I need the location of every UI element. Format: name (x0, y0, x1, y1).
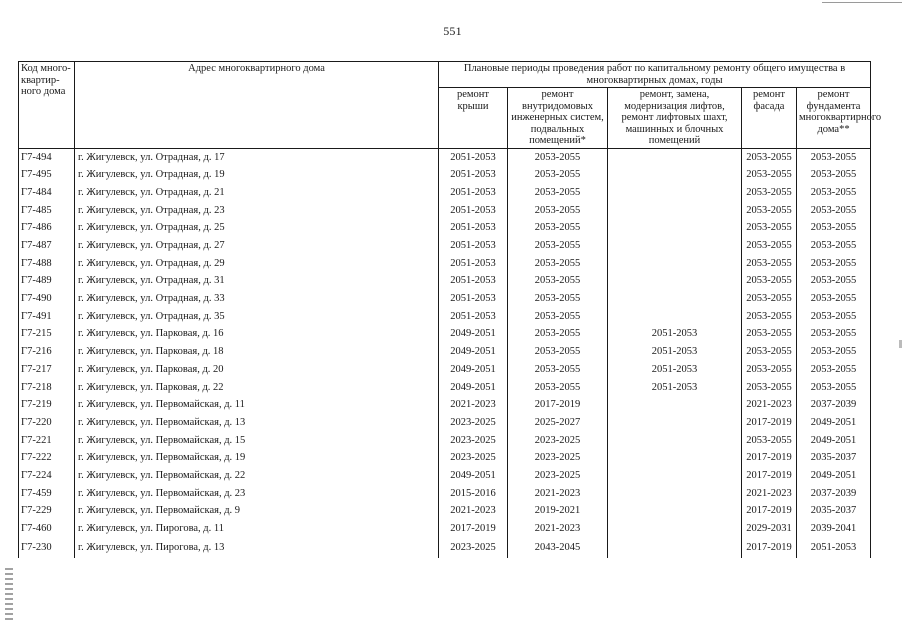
foundation-period-cell: 2053-2055 (797, 166, 871, 184)
foundation-period-cell: 2053-2055 (797, 325, 871, 343)
systems-period-cell: 2053-2055 (508, 148, 608, 166)
header-roof-repair: ремонт крыши (439, 88, 508, 149)
margin-dot-mark (899, 340, 902, 348)
table-row (19, 272, 871, 290)
table-row (19, 325, 871, 343)
foundation-period-cell: 2053-2055 (797, 237, 871, 255)
systems-period-cell: 2019-2021 (508, 502, 608, 520)
systems-period-cell: 2053-2055 (508, 272, 608, 290)
table-row (19, 449, 871, 467)
elevators-period-cell: 2051-2053 (608, 378, 742, 396)
foundation-period-cell: 2053-2055 (797, 255, 871, 273)
elevators-period-cell (608, 255, 742, 273)
systems-period-cell: 2017-2019 (508, 396, 608, 414)
roof-period-cell: 2049-2051 (439, 361, 508, 379)
table-row (19, 414, 871, 432)
header-planned-periods: Плановые периоды проведения работ по капитальному ремонту общего имущества в многоквартирных домах, годы (439, 62, 871, 88)
systems-period-cell: 2053-2055 (508, 343, 608, 361)
house-code-cell: Г7-215 (19, 325, 75, 343)
elevators-period-cell (608, 449, 742, 467)
roof-period-cell: 2051-2053 (439, 219, 508, 237)
systems-period-cell: 2053-2055 (508, 184, 608, 202)
roof-period-cell: 2051-2053 (439, 202, 508, 220)
address-cell: г. Жигулевск, ул. Отрадная, д. 33 (75, 290, 439, 308)
facade-period-cell: 2053-2055 (742, 255, 797, 273)
roof-period-cell: 2049-2051 (439, 467, 508, 485)
elevators-period-cell (608, 148, 742, 166)
facade-period-cell: 2053-2055 (742, 184, 797, 202)
foundation-period-cell: 2035-2037 (797, 449, 871, 467)
facade-period-cell: 2053-2055 (742, 325, 797, 343)
house-code-cell: Г7-218 (19, 378, 75, 396)
systems-period-cell: 2053-2055 (508, 202, 608, 220)
roof-period-cell: 2023-2025 (439, 449, 508, 467)
table-row (19, 361, 871, 379)
facade-period-cell: 2017-2019 (742, 414, 797, 432)
elevators-period-cell (608, 184, 742, 202)
house-code-cell: Г7-489 (19, 272, 75, 290)
roof-period-cell: 2023-2025 (439, 538, 508, 558)
systems-period-cell: 2023-2025 (508, 449, 608, 467)
house-code-cell: Г7-460 (19, 520, 75, 538)
elevators-period-cell (608, 520, 742, 538)
facade-period-cell: 2053-2055 (742, 148, 797, 166)
table-row (19, 166, 871, 184)
foundation-period-cell: 2039-2041 (797, 520, 871, 538)
facade-period-cell: 2021-2023 (742, 485, 797, 503)
address-cell: г. Жигулевск, ул. Отрадная, д. 21 (75, 184, 439, 202)
elevators-period-cell: 2051-2053 (608, 361, 742, 379)
elevators-period-cell (608, 290, 742, 308)
address-cell: г. Жигулевск, ул. Парковая, д. 16 (75, 325, 439, 343)
facade-period-cell: 2053-2055 (742, 202, 797, 220)
elevators-period-cell (608, 396, 742, 414)
foundation-period-cell: 2049-2051 (797, 467, 871, 485)
foundation-period-cell: 2053-2055 (797, 219, 871, 237)
house-code-cell: Г7-490 (19, 290, 75, 308)
address-cell: г. Жигулевск, ул. Отрадная, д. 23 (75, 202, 439, 220)
elevators-period-cell (608, 237, 742, 255)
foundation-period-cell: 2053-2055 (797, 361, 871, 379)
table-row (19, 502, 871, 520)
roof-period-cell: 2017-2019 (439, 520, 508, 538)
systems-period-cell: 2053-2055 (508, 361, 608, 379)
foundation-period-cell: 2053-2055 (797, 148, 871, 166)
systems-period-cell: 2043-2045 (508, 538, 608, 558)
systems-period-cell: 2053-2055 (508, 378, 608, 396)
address-cell: г. Жигулевск, ул. Первомайская, д. 22 (75, 467, 439, 485)
address-cell: г. Жигулевск, ул. Отрадная, д. 27 (75, 237, 439, 255)
house-code-cell: Г7-485 (19, 202, 75, 220)
address-cell: г. Жигулевск, ул. Парковая, д. 18 (75, 343, 439, 361)
facade-period-cell: 2053-2055 (742, 166, 797, 184)
table-row (19, 290, 871, 308)
facade-period-cell: 2053-2055 (742, 272, 797, 290)
house-code-cell: Г7-494 (19, 148, 75, 166)
header-address: Адрес многоквартирного дома (75, 62, 439, 149)
house-code-cell: Г7-491 (19, 308, 75, 326)
elevators-period-cell (608, 202, 742, 220)
foundation-period-cell: 2049-2051 (797, 414, 871, 432)
table-row (19, 343, 871, 361)
table-row (19, 184, 871, 202)
address-cell: г. Жигулевск, ул. Отрадная, д. 35 (75, 308, 439, 326)
elevators-period-cell (608, 414, 742, 432)
table-row (19, 308, 871, 326)
elevators-period-cell (608, 432, 742, 450)
header-elevators: ремонт, замена, модернизация лифтов, ремонт лифтовых шахт, машинных и блочных помещений (608, 88, 742, 149)
address-cell: г. Жигулевск, ул. Первомайская, д. 11 (75, 396, 439, 414)
address-cell: г. Жигулевск, ул. Пирогова, д. 11 (75, 520, 439, 538)
systems-period-cell: 2053-2055 (508, 325, 608, 343)
address-cell: г. Жигулевск, ул. Парковая, д. 20 (75, 361, 439, 379)
table-row (19, 538, 871, 558)
table-row (19, 396, 871, 414)
systems-period-cell: 2023-2025 (508, 467, 608, 485)
address-cell: г. Жигулевск, ул. Пирогова, д. 13 (75, 538, 439, 558)
table-row (19, 432, 871, 450)
address-cell: г. Жигулевск, ул. Отрадная, д. 19 (75, 166, 439, 184)
systems-period-cell: 2053-2055 (508, 219, 608, 237)
facade-period-cell: 2021-2023 (742, 396, 797, 414)
header-house-code: Код много-квартир-ного дома (19, 62, 75, 149)
roof-period-cell: 2021-2023 (439, 502, 508, 520)
elevators-period-cell (608, 538, 742, 558)
elevators-period-cell: 2051-2053 (608, 325, 742, 343)
systems-period-cell: 2053-2055 (508, 255, 608, 273)
foundation-period-cell: 2053-2055 (797, 202, 871, 220)
header-engineering-systems: ремонт внутридомовых инженерных систем, подвальных помещений* (508, 88, 608, 149)
facade-period-cell: 2053-2055 (742, 219, 797, 237)
systems-period-cell: 2021-2023 (508, 485, 608, 503)
address-cell: г. Жигулевск, ул. Первомайская, д. 9 (75, 502, 439, 520)
elevators-period-cell (608, 502, 742, 520)
foundation-period-cell: 2053-2055 (797, 184, 871, 202)
roof-period-cell: 2051-2053 (439, 255, 508, 273)
address-cell: г. Жигулевск, ул. Первомайская, д. 23 (75, 485, 439, 503)
roof-period-cell: 2049-2051 (439, 343, 508, 361)
foundation-period-cell: 2035-2037 (797, 502, 871, 520)
facade-period-cell: 2053-2055 (742, 361, 797, 379)
elevators-period-cell: 2051-2053 (608, 343, 742, 361)
house-code-cell: Г7-229 (19, 502, 75, 520)
table-row (19, 255, 871, 273)
table-row (19, 467, 871, 485)
facade-period-cell: 2053-2055 (742, 308, 797, 326)
header-facade: ремонт фасада (742, 88, 797, 149)
roof-period-cell: 2051-2053 (439, 166, 508, 184)
table-body (19, 148, 871, 558)
address-cell: г. Жигулевск, ул. Парковая, д. 22 (75, 378, 439, 396)
facade-period-cell: 2053-2055 (742, 343, 797, 361)
header-foundation: ремонт фундамента многоквартирного дома** (797, 88, 871, 149)
systems-period-cell: 2021-2023 (508, 520, 608, 538)
roof-period-cell: 2021-2023 (439, 396, 508, 414)
elevators-period-cell (608, 467, 742, 485)
address-cell: г. Жигулевск, ул. Отрадная, д. 25 (75, 219, 439, 237)
house-code-cell: Г7-216 (19, 343, 75, 361)
address-cell: г. Жигулевск, ул. Первомайская, д. 13 (75, 414, 439, 432)
house-code-cell: Г7-224 (19, 467, 75, 485)
roof-period-cell: 2051-2053 (439, 272, 508, 290)
house-code-cell: Г7-488 (19, 255, 75, 273)
table-row (19, 237, 871, 255)
systems-period-cell: 2053-2055 (508, 166, 608, 184)
systems-period-cell: 2025-2027 (508, 414, 608, 432)
roof-period-cell: 2049-2051 (439, 325, 508, 343)
facade-period-cell: 2053-2055 (742, 290, 797, 308)
systems-period-cell: 2023-2025 (508, 432, 608, 450)
house-code-cell: Г7-219 (19, 396, 75, 414)
roof-period-cell: 2023-2025 (439, 414, 508, 432)
facade-period-cell: 2053-2055 (742, 432, 797, 450)
table-row (19, 148, 871, 166)
foundation-period-cell: 2053-2055 (797, 272, 871, 290)
roof-period-cell: 2051-2053 (439, 184, 508, 202)
roof-period-cell: 2051-2053 (439, 308, 508, 326)
house-code-cell: Г7-221 (19, 432, 75, 450)
facade-period-cell: 2017-2019 (742, 467, 797, 485)
address-cell: г. Жигулевск, ул. Отрадная, д. 29 (75, 255, 439, 273)
systems-period-cell: 2053-2055 (508, 290, 608, 308)
table-row (19, 378, 871, 396)
roof-period-cell: 2023-2025 (439, 432, 508, 450)
house-code-cell: Г7-487 (19, 237, 75, 255)
facade-period-cell: 2017-2019 (742, 449, 797, 467)
table-row (19, 520, 871, 538)
roof-period-cell: 2051-2053 (439, 148, 508, 166)
foundation-period-cell: 2049-2051 (797, 432, 871, 450)
house-code-cell: Г7-230 (19, 538, 75, 558)
elevators-period-cell (608, 166, 742, 184)
house-code-cell: Г7-495 (19, 166, 75, 184)
facade-period-cell: 2017-2019 (742, 538, 797, 558)
foundation-period-cell: 2037-2039 (797, 485, 871, 503)
systems-period-cell: 2053-2055 (508, 237, 608, 255)
foundation-period-cell: 2053-2055 (797, 308, 871, 326)
foundation-period-cell: 2053-2055 (797, 378, 871, 396)
address-cell: г. Жигулевск, ул. Первомайская, д. 19 (75, 449, 439, 467)
elevators-period-cell (608, 485, 742, 503)
capital-repair-table (18, 61, 882, 558)
roof-period-cell: 2051-2053 (439, 237, 508, 255)
roof-period-cell: 2015-2016 (439, 485, 508, 503)
address-cell: г. Жигулевск, ул. Отрадная, д. 31 (75, 272, 439, 290)
facade-period-cell: 2053-2055 (742, 237, 797, 255)
roof-period-cell: 2049-2051 (439, 378, 508, 396)
address-cell: г. Жигулевск, ул. Отрадная, д. 17 (75, 148, 439, 166)
facade-period-cell: 2017-2019 (742, 502, 797, 520)
house-code-cell: Г7-217 (19, 361, 75, 379)
table-row (19, 202, 871, 220)
foundation-period-cell: 2053-2055 (797, 343, 871, 361)
foundation-period-cell: 2053-2055 (797, 290, 871, 308)
top-edge-rule (822, 2, 902, 3)
foundation-period-cell: 2051-2053 (797, 538, 871, 558)
table-row (19, 485, 871, 503)
elevators-period-cell (608, 272, 742, 290)
house-code-cell: Г7-459 (19, 485, 75, 503)
margin-scan-mark (5, 568, 13, 620)
foundation-period-cell: 2037-2039 (797, 396, 871, 414)
address-cell: г. Жигулевск, ул. Первомайская, д. 15 (75, 432, 439, 450)
house-code-cell: Г7-486 (19, 219, 75, 237)
facade-period-cell: 2029-2031 (742, 520, 797, 538)
table-row (19, 219, 871, 237)
roof-period-cell: 2051-2053 (439, 290, 508, 308)
page-number: 551 (443, 24, 462, 38)
elevators-period-cell (608, 308, 742, 326)
elevators-period-cell (608, 219, 742, 237)
house-code-cell: Г7-222 (19, 449, 75, 467)
systems-period-cell: 2053-2055 (508, 308, 608, 326)
house-code-cell: Г7-484 (19, 184, 75, 202)
house-code-cell: Г7-220 (19, 414, 75, 432)
facade-period-cell: 2053-2055 (742, 378, 797, 396)
